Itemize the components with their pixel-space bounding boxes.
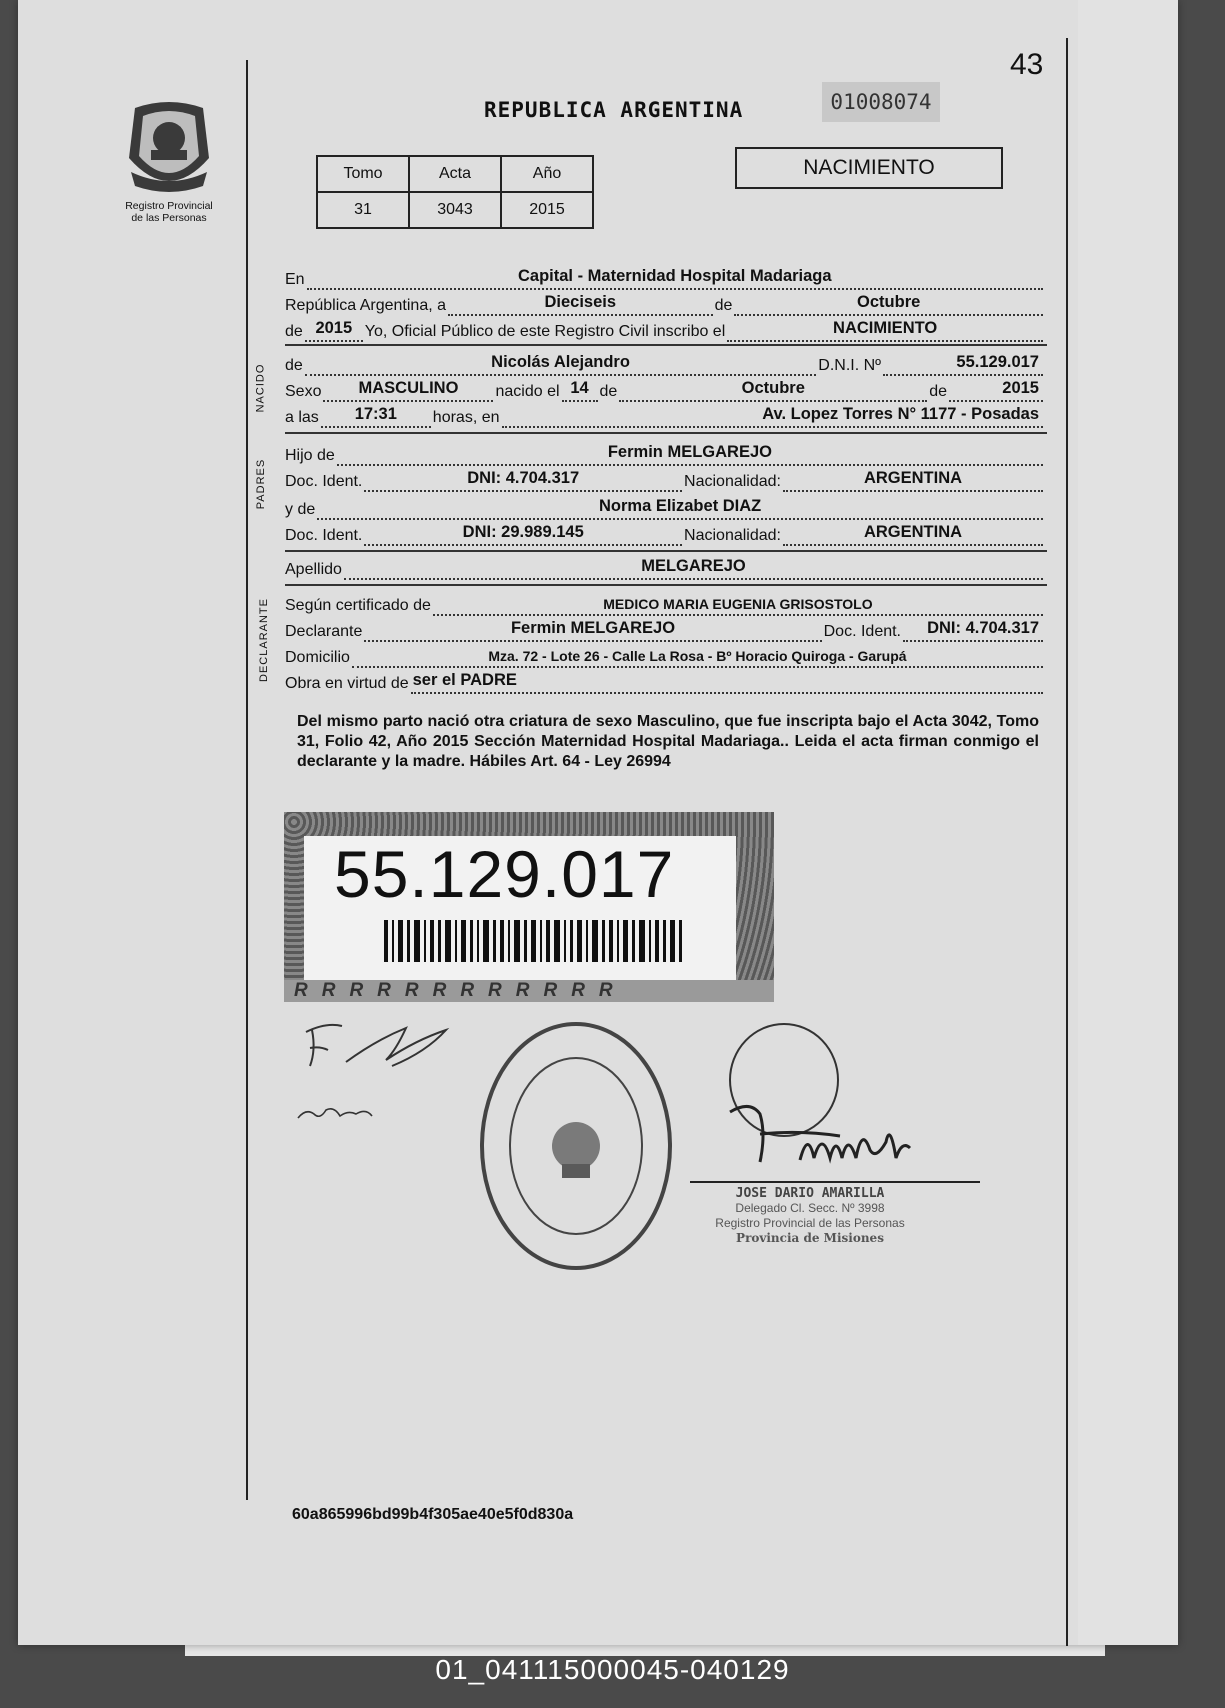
registry-logo — [114, 98, 224, 238]
row-time — [285, 402, 1045, 428]
label-de: de — [714, 297, 733, 314]
field-declarant: Fermin MELGAREJO — [510, 619, 676, 637]
notes-paragraph: Del mismo parto nació otra criatura de sexo Masculino, que fue inscripta bajo el Acta 3042, Tomo 31, Folio 42, Año 2015 Sección Maternidad Hospital Madariaga.. Leida el acta firman conmigo el declarante y la madre. Hábiles Art. 64 - Ley 26994 — [297, 713, 1039, 770]
label-dni: D.N.I. Nº — [818, 357, 881, 374]
label-de-name: de — [285, 357, 303, 374]
col-anio: Año — [501, 156, 593, 192]
field-dni: 55.129.017 — [956, 353, 1039, 371]
label-de-year: de — [285, 323, 303, 340]
field-month: Octubre — [857, 293, 921, 311]
label-apellido: Apellido — [285, 561, 342, 578]
field-mother: Norma Elizabet DIAZ — [598, 497, 762, 515]
row-surname — [285, 554, 1045, 580]
divider — [285, 344, 1047, 346]
document-hash: 60a865996bd99b4f305ae40e5f0d830a — [292, 1506, 574, 1523]
official-signature — [690, 1022, 990, 1202]
field-father-doc: DNI: 4.704.317 — [467, 469, 580, 487]
field-sex: MASCULINO — [358, 379, 459, 397]
label-y-de: y de — [285, 501, 316, 518]
label-sexo: Sexo — [285, 383, 322, 400]
signer-name: JOSE DARIO AMARILLA — [735, 1186, 885, 1201]
side-label-declarante: DECLARANTE — [257, 598, 270, 682]
label-de-month: de — [599, 383, 618, 400]
province-seal-icon — [121, 98, 217, 196]
row-father — [285, 440, 1045, 466]
pattern-letters: RRRRRRRRRRRR — [284, 980, 774, 1002]
row-declarant — [285, 616, 1045, 642]
field-day: Dieciseis — [544, 293, 617, 311]
field-surname: MELGAREJO — [641, 557, 746, 575]
field-year: 2015 — [315, 319, 353, 337]
org-caption-line1: Registro Provincial — [125, 200, 213, 212]
field-address: Mza. 72 - Lote 26 - Calle La Rosa - Bº Horacio Quiroga - Garupá — [488, 648, 907, 664]
col-tomo: Tomo — [317, 156, 409, 192]
label-nacido-el: nacido el — [495, 383, 560, 400]
field-mother-nationality: ARGENTINA — [863, 523, 963, 541]
divider — [285, 584, 1047, 586]
field-place: Capital - Maternidad Hospital Madariaga — [518, 267, 832, 285]
field-father: Fermin MELGAREJO — [607, 443, 772, 461]
label-hijo-de: Hijo de — [285, 447, 335, 464]
side-label-nacido: NACIDO — [254, 363, 267, 413]
label-doc-ident: Doc. Ident. — [285, 473, 363, 490]
row-mother-doc — [285, 520, 1045, 546]
label-domicilio: Domicilio — [285, 649, 350, 666]
record-table — [316, 155, 594, 229]
row-sex — [285, 376, 1045, 402]
row-mother — [285, 494, 1045, 520]
field-birth-month: Octubre — [741, 379, 805, 397]
record-type: NACIMIENTO — [735, 147, 1003, 189]
id-barcode-label — [284, 812, 774, 1002]
serial-number: 01008074 — [822, 82, 940, 122]
field-given-name: Nicolás Alejandro — [491, 353, 630, 371]
col-acta: Acta — [409, 156, 501, 192]
barcode-icon — [384, 920, 684, 962]
right-margin-line — [1066, 38, 1068, 1646]
signer-org: Registro Provincial de las Personas — [715, 1216, 905, 1230]
val-anio: 2015 — [501, 192, 593, 228]
field-birth-year: 2015 — [1002, 379, 1039, 397]
page-number: 43 — [1010, 48, 1044, 81]
label-doc-ident-2: Doc. Ident. — [285, 527, 363, 544]
row-name — [285, 350, 1045, 376]
row-place — [285, 264, 1045, 290]
label-declarante: Declarante — [285, 623, 363, 640]
divider — [285, 432, 1047, 434]
label-obra: Obra en virtud de — [285, 675, 409, 692]
row-inscribe — [285, 316, 1045, 342]
field-declarant-doc: DNI: 4.704.317 — [927, 619, 1039, 637]
official-stamp — [476, 1018, 676, 1274]
field-time: 17:31 — [354, 405, 397, 423]
left-margin-line — [246, 60, 248, 1500]
row-date — [285, 290, 1045, 316]
divider — [285, 550, 1047, 552]
field-act: NACIMIENTO — [833, 319, 938, 337]
signer-block — [660, 1186, 960, 1246]
barcode-number: 55.129.017 — [334, 837, 675, 911]
signer-province: Provincia de Misiones — [736, 1231, 884, 1245]
org-caption-line2: de las Personas — [131, 212, 207, 224]
label-republica: República Argentina, a — [285, 297, 446, 314]
row-father-doc — [285, 466, 1045, 492]
label-a-las: a las — [285, 409, 319, 426]
label-de-year2: de — [929, 383, 947, 400]
field-mother-doc: DNI: 29.989.145 — [462, 523, 584, 541]
row-certificate — [285, 590, 1045, 616]
label-segun: Según certificado de — [285, 597, 431, 614]
field-birth-address: Av. Lopez Torres N° 1177 - Posadas — [762, 405, 1039, 423]
val-acta: 3043 — [409, 192, 501, 228]
scan-id-footer: 01_041115000045-040129 — [435, 1654, 790, 1685]
label-oficial: Yo, Oficial Público de este Registro Civil inscribo el — [364, 323, 726, 340]
label-nacionalidad: Nacionalidad: — [684, 473, 781, 490]
label-nacionalidad-2: Nacionalidad: — [684, 527, 781, 544]
field-certificate: MEDICO MARIA EUGENIA GRISOSTOLO — [603, 596, 873, 612]
field-reason: ser el PADRE — [412, 671, 517, 689]
signer-role: Delegado Cl. Secc. Nº 3998 — [735, 1201, 885, 1215]
side-label-padres: PADRES — [255, 458, 268, 510]
page-edge — [1078, 0, 1178, 1645]
country-title: REPUBLICA ARGENTINA — [484, 98, 744, 122]
row-address — [285, 642, 1045, 668]
val-tomo: 31 — [317, 192, 409, 228]
label-en: En — [285, 271, 305, 288]
field-father-nationality: ARGENTINA — [863, 469, 963, 487]
field-birth-day: 14 — [570, 379, 589, 397]
label-doc-ident-3: Doc. Ident. — [823, 623, 901, 640]
label-horas-en: horas, en — [432, 409, 500, 426]
declarant-signature — [296, 1010, 476, 1130]
row-reason — [285, 668, 1045, 694]
